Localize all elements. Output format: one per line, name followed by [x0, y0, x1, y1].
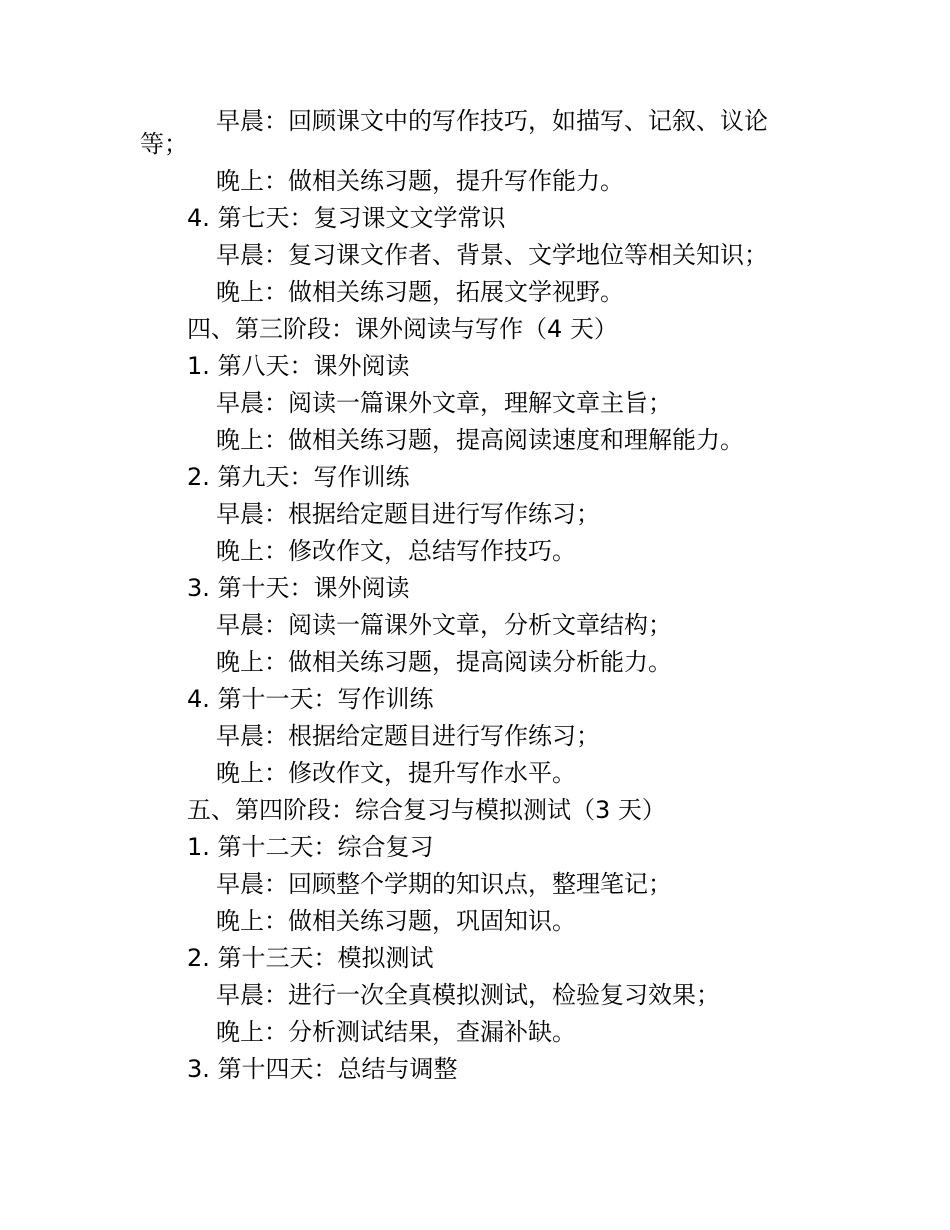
text-line: 早晨：进行一次全真模拟测试，检验复习效果；: [216, 981, 720, 1009]
text-line: 晚上：做相关练习题，巩固知识。: [216, 907, 576, 935]
text-line: 晚上：修改作文，提升写作水平。: [216, 759, 576, 787]
section-heading: 五、第四阶段：综合复习与模拟测试（3 天）: [187, 796, 666, 824]
text-line: 等；: [140, 130, 188, 158]
text-line: 早晨：根据给定题目进行写作练习；: [216, 722, 600, 750]
text-line: 早晨：阅读一篇课外文章，分析文章结构；: [216, 611, 672, 639]
text-line: 晚上：分析测试结果，查漏补缺。: [216, 1018, 576, 1046]
list-item: 4. 第十一天：写作训练: [187, 685, 434, 713]
list-item: 1. 第八天：课外阅读: [187, 352, 410, 380]
list-item: 4. 第七天：复习课文文学常识: [187, 204, 506, 232]
text-line: 晚上：做相关练习题，提高阅读分析能力。: [216, 648, 672, 676]
text-line: 晚上：做相关练习题，提升写作能力。: [216, 167, 624, 195]
text-line: 早晨：复习课文作者、背景、文学地位等相关知识；: [216, 241, 768, 269]
text-line: 晚上：修改作文，总结写作技巧。: [216, 537, 576, 565]
list-item: 1. 第十二天：综合复习: [187, 833, 434, 861]
list-item: 3. 第十天：课外阅读: [187, 574, 410, 602]
section-heading: 四、第三阶段：课外阅读与写作（4 天）: [187, 315, 618, 343]
text-line: 早晨：阅读一篇课外文章，理解文章主旨；: [216, 389, 672, 417]
text-line: 早晨：回顾课文中的写作技巧，如描写、记叙、议论: [216, 107, 768, 135]
text-line: 早晨：回顾整个学期的知识点，整理笔记；: [216, 870, 672, 898]
text-line: 早晨：根据给定题目进行写作练习；: [216, 500, 600, 528]
text-line: 晚上：做相关练习题，提高阅读速度和理解能力。: [216, 426, 744, 454]
list-item: 3. 第十四天：总结与调整: [187, 1055, 458, 1083]
list-item: 2. 第十三天：模拟测试: [187, 944, 434, 972]
text-line: 晚上：做相关练习题，拓展文学视野。: [216, 278, 624, 306]
list-item: 2. 第九天：写作训练: [187, 463, 410, 491]
